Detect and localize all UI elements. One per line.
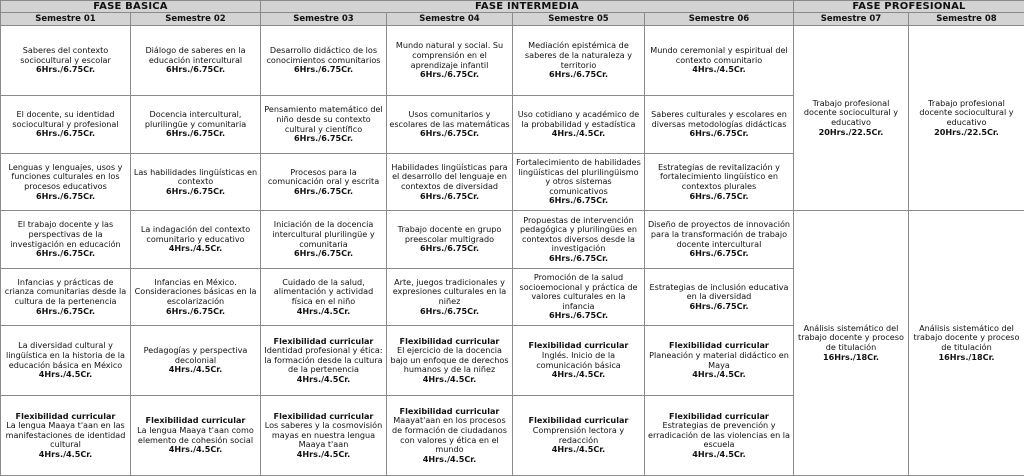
course-title: Maayat'aan en los procesos de formación de ciudadanos con valores y ética en el mundo (392, 415, 507, 455)
course-content (515, 41, 642, 79)
course-content (647, 110, 791, 139)
course-content (3, 412, 128, 460)
course-cell (386, 95, 513, 154)
course-title: Diálogo de saberes en la educación intercultural (145, 45, 246, 65)
flex-label: Flexibilidad curricular (399, 405, 500, 416)
course-hours: 6Hrs./6.75Cr. (293, 185, 354, 196)
course-hours: 6Hrs./6.75Cr. (419, 128, 480, 139)
course-hours: 6Hrs./6.75Cr. (165, 305, 226, 316)
semester-label: Semestre 05 (548, 14, 609, 24)
course-content (389, 110, 510, 139)
course-hours: 6Hrs./6.75Cr. (293, 248, 354, 259)
course-content (389, 163, 510, 201)
course-title: Iniciación de la docencia intercultural plurilingüe y comunitaria (272, 219, 375, 249)
course-title: Mundo natural y social. Su comprensión en el aprendizaje infantil (395, 40, 504, 70)
semester-header (0, 12, 131, 26)
course-content (515, 341, 642, 379)
course-hours: 4Hrs./4.5Cr. (692, 448, 746, 459)
course-content (515, 110, 642, 139)
course-content (515, 273, 642, 321)
phase-label: FASE BÁSICA (93, 1, 168, 12)
course-cell (644, 153, 794, 211)
course-content (3, 220, 128, 258)
course-title: Los saberes y la cosmovisión mayas en nuestra lengua Maaya t'aan (264, 420, 383, 450)
course-title: Lenguas y lenguajes, usos y funciones culturales en los procesos educativos (8, 161, 123, 191)
semester-label: Semestre 02 (165, 14, 226, 24)
course-content (389, 407, 510, 465)
semester-label: Semestre 03 (293, 14, 354, 24)
course-content (647, 163, 791, 201)
semester-label: Semestre 08 (936, 14, 997, 24)
course-title: Fortalecimiento de habilidades lingüísticas del plurilingüismo y otros sistemas comunicativos (516, 157, 641, 196)
course-title: Mediación epistémica de saberes de la naturaleza y territorio (524, 40, 633, 70)
course-title: La lengua Maaya t'aan como elemento de cohesión social (137, 424, 254, 445)
course-content (263, 412, 384, 460)
course-cell (386, 25, 513, 96)
course-title: Usos comunitarios y escolares de las matemáticas (389, 109, 510, 129)
course-hours: 4Hrs./4.5Cr. (296, 448, 351, 459)
semester-label: Semestre 04 (419, 14, 480, 24)
course-title: Trabajo profesional docente sociocultural y educativo (919, 97, 1014, 127)
course-title: Trabajo docente en grupo preescolar multigrado (397, 224, 502, 244)
course-title: Las habilidades lingüísticas en contexto (133, 166, 258, 187)
course-title: Pedagogías y perspectiva decolonial (143, 345, 248, 365)
phase-label: FASE INTERMEDIA (475, 1, 579, 12)
course-hours: 6Hrs./6.75Cr. (548, 195, 609, 206)
course-hours: 6Hrs./6.75Cr. (548, 69, 609, 80)
flex-label: Flexibilidad curricular (273, 335, 374, 346)
course-content (3, 110, 128, 139)
course-cell (130, 325, 261, 396)
semester-label: Semestre 01 (35, 14, 96, 24)
course-content (133, 416, 258, 454)
course-content (647, 283, 791, 312)
course-title: Inglés. Inicio de la comunicación básica (536, 349, 621, 370)
course-hours: 4Hrs./4.5Cr. (551, 444, 606, 455)
course-content (911, 324, 1022, 362)
course-cell (260, 25, 387, 96)
course-title: Promoción de la salud socioemocional y práctica de valores culturales en la infancia (519, 272, 638, 311)
course-hours: 6Hrs./6.75Cr. (689, 190, 749, 201)
course-content (263, 105, 384, 143)
course-title: Docencia intercultural, plurilingüe y comunitaria (144, 109, 247, 129)
course-content (263, 46, 384, 75)
course-content (263, 220, 384, 258)
course-hours: 6Hrs./6.75Cr. (165, 64, 226, 75)
course-content (3, 278, 128, 316)
course-title: Estrategias de revitalización y fortalecimiento lingüístico en contextos plurales (658, 161, 780, 191)
course-cell (0, 95, 131, 154)
course-hours: 6Hrs./6.75Cr. (419, 243, 480, 254)
course-title: Identidad profesional y ética: la formación desde la cultura de la pertenencia (264, 345, 383, 375)
semester-header (512, 12, 645, 26)
course-title: Análisis sistemático del trabajo docente y proceso de titulación (798, 322, 904, 352)
course-content (389, 41, 510, 79)
course-title: Pensamiento matemático del niño desde su contexto cultural y científico (264, 104, 383, 134)
course-title: El trabajo docente y las perspectivas de la investigación en educación (10, 219, 121, 249)
course-hours: 4Hrs./4.5Cr. (168, 243, 223, 254)
course-title: El docente, su identidad sociocultural y profesional (12, 109, 119, 129)
flex-course-cell (130, 395, 261, 476)
course-cell (0, 268, 131, 326)
course-title: Procesos para la comunicación oral y escrita (267, 166, 380, 187)
flex-course-cell (260, 395, 387, 476)
course-title: El ejercicio de la docencia bajo un enfoque de derechos humanos y de la niñez (390, 345, 509, 375)
course-cell (644, 25, 794, 96)
course-content (133, 225, 258, 254)
semester-header (130, 12, 261, 26)
course-hours: 4Hrs./4.5Cr. (38, 448, 93, 459)
course-title: Diseño de proyectos de innovación para la transformación de trabajo docente intercultural (647, 219, 791, 249)
course-hours: 6Hrs./6.75Cr. (35, 248, 96, 259)
course-title: La lengua Maaya t'aan en las manifestaciones de identidad cultural (5, 420, 126, 450)
course-hours: 4Hrs./4.5Cr. (422, 373, 477, 384)
course-title: La indagación del contexto comunitario y educativo (140, 224, 251, 244)
course-hours: 6Hrs./6.75Cr. (548, 310, 609, 321)
course-content (647, 412, 791, 460)
flex-course-cell (386, 395, 513, 476)
course-cell (0, 325, 131, 396)
course-hours: 6Hrs./6.75Cr. (548, 252, 609, 263)
course-cell (793, 210, 909, 476)
course-cell (386, 153, 513, 211)
course-hours: 4Hrs./4.5Cr. (168, 364, 223, 375)
course-cell (260, 153, 387, 211)
course-title: Habilidades lingüísticas para el desarrollo del lenguaje en contextos de diversidad (391, 161, 508, 191)
course-cell (260, 268, 387, 326)
course-content (263, 168, 384, 197)
course-cell (908, 210, 1024, 476)
flex-label: Flexibilidad curricular (15, 410, 116, 421)
course-hours: 16Hrs./18Cr. (823, 351, 879, 362)
course-content (911, 99, 1022, 137)
course-cell (793, 25, 909, 211)
course-title: Infancias y prácticas de crianza comunitarias desde la cultura de la pertenencia (4, 276, 127, 306)
course-content (3, 46, 128, 75)
course-cell (512, 210, 645, 269)
course-cell (130, 268, 261, 326)
course-hours: 6Hrs./6.75Cr. (35, 64, 96, 75)
semester-header (260, 12, 387, 26)
flex-course-cell (0, 395, 131, 476)
course-hours: 6Hrs./6.75Cr. (165, 128, 226, 139)
course-title: Estrategias de inclusión educativa en la diversidad (649, 281, 789, 302)
course-cell (512, 95, 645, 154)
course-title: Cuidado de la salud, alimentación y actividad física en el niño (273, 276, 374, 306)
phase-label: FASE PROFESIONAL (852, 1, 966, 12)
course-title: Planeación y material didáctico en Maya (649, 349, 789, 370)
flex-label: Flexibilidad curricular (273, 410, 374, 421)
course-hours: 16Hrs./18Cr. (938, 351, 995, 362)
course-content (647, 46, 791, 75)
course-content (133, 46, 258, 75)
course-hours: 4Hrs./4.5Cr. (422, 453, 477, 464)
course-title: Trabajo profesional docente sociocultural y educativo (803, 97, 899, 127)
course-content (133, 278, 258, 316)
course-content (133, 168, 258, 197)
course-hours: 6Hrs./6.75Cr. (165, 185, 226, 196)
flex-label: Flexibilidad curricular (528, 340, 629, 351)
course-hours: 4Hrs./4.5Cr. (296, 373, 351, 384)
course-hours: 4Hrs./4.5Cr. (692, 64, 746, 75)
course-hours: 4Hrs./4.5Cr. (296, 305, 351, 316)
course-content (796, 324, 906, 362)
course-hours: 4Hrs./4.5Cr. (38, 369, 93, 380)
course-hours: 6Hrs./6.75Cr. (419, 190, 480, 201)
flex-label: Flexibilidad curricular (669, 340, 769, 351)
course-content (263, 278, 384, 316)
course-hours: 4Hrs./4.5Cr. (551, 128, 606, 139)
course-cell (260, 95, 387, 154)
course-cell (644, 210, 794, 269)
course-cell (512, 153, 645, 211)
course-content (133, 110, 258, 139)
course-hours: 6Hrs./6.75Cr. (293, 133, 354, 144)
course-hours: 6Hrs./6.75Cr. (689, 300, 749, 311)
course-hours: 6Hrs./6.75Cr. (35, 190, 96, 201)
course-cell (130, 210, 261, 269)
course-title: Mundo ceremonial y espiritual del contexto comunitario (650, 45, 788, 65)
flex-course-cell (260, 325, 387, 396)
course-hours: 6Hrs./6.75Cr. (419, 69, 480, 80)
course-content (515, 216, 642, 264)
course-title: La diversidad cultural y lingüística en la historia de la educación básica en México (6, 340, 125, 370)
course-hours: 6Hrs./6.75Cr. (689, 248, 749, 259)
course-title: Comprensión lectora y redacción (532, 424, 625, 445)
course-content (647, 341, 791, 379)
flex-course-cell (512, 395, 645, 476)
course-hours: 6Hrs./6.75Cr. (689, 128, 749, 139)
semester-header (908, 12, 1024, 26)
flex-label: Flexibilidad curricular (669, 410, 769, 421)
course-content (263, 337, 384, 385)
course-title: Arte, juegos tradicionales y expresiones culturales en la niñez (392, 276, 507, 306)
course-cell (386, 268, 513, 326)
course-content (389, 278, 510, 316)
flex-course-cell (644, 325, 794, 396)
course-content (389, 337, 510, 385)
course-cell (0, 25, 131, 96)
course-title: Propuestas de intervención pedagógica y plurilingües en contextos diversos desde la investigación (520, 214, 637, 254)
course-cell (0, 210, 131, 269)
course-title: Desarrollo didáctico de los conocimientos comunitarios (266, 45, 381, 65)
course-cell (512, 268, 645, 326)
course-hours: 4Hrs./4.5Cr. (168, 444, 223, 455)
course-title: Análisis sistemático del trabajo docente y proceso de titulación (913, 322, 1020, 352)
flex-label: Flexibilidad curricular (399, 335, 500, 346)
course-hours: 4Hrs./4.5Cr. (692, 369, 746, 380)
course-title: Infancias en México. Consideraciones básicas en la escolarización (134, 276, 257, 306)
course-content (3, 163, 128, 201)
course-hours: 6Hrs./6.75Cr. (293, 64, 354, 75)
course-content (389, 225, 510, 254)
course-content (647, 220, 791, 258)
course-title: Estrategias de prevención y erradicación de las violencias en la escuela (648, 420, 790, 450)
course-cell (130, 25, 261, 96)
course-title: Saberes culturales y escolares en diversas metodologías didácticas (651, 109, 787, 129)
course-content (796, 99, 906, 137)
course-hours: 20Hrs./22.5Cr. (818, 126, 884, 137)
course-cell (260, 210, 387, 269)
course-cell (908, 25, 1024, 211)
flex-label: Flexibilidad curricular (145, 415, 246, 426)
course-cell (512, 25, 645, 96)
flex-course-cell (386, 325, 513, 396)
course-cell (644, 95, 794, 154)
course-cell (644, 268, 794, 326)
course-cell (386, 210, 513, 269)
semester-header (386, 12, 513, 26)
course-hours: 20Hrs./22.5Cr. (934, 126, 999, 137)
flex-label: Flexibilidad curricular (528, 415, 629, 426)
semester-header (793, 12, 909, 26)
course-cell (130, 95, 261, 154)
course-hours: 6Hrs./6.75Cr. (35, 305, 96, 316)
course-hours: 4Hrs./4.5Cr. (551, 369, 606, 380)
semester-header (644, 12, 794, 26)
semester-label: Semestre 06 (688, 14, 750, 24)
semester-label: Semestre 07 (820, 14, 882, 24)
course-cell (130, 153, 261, 211)
flex-course-cell (512, 325, 645, 396)
course-content (515, 158, 642, 206)
flex-course-cell (644, 395, 794, 476)
course-content (515, 416, 642, 454)
course-hours: 6Hrs./6.75Cr. (35, 128, 96, 139)
course-content (3, 341, 128, 379)
course-title: Uso cotidiano y académico de la probabilidad y estadística (517, 109, 640, 129)
course-cell (0, 153, 131, 211)
course-content (133, 346, 258, 375)
course-title: Saberes del contexto sociocultural y escolar (20, 45, 111, 65)
course-hours: 6Hrs./6.75Cr. (419, 305, 480, 316)
